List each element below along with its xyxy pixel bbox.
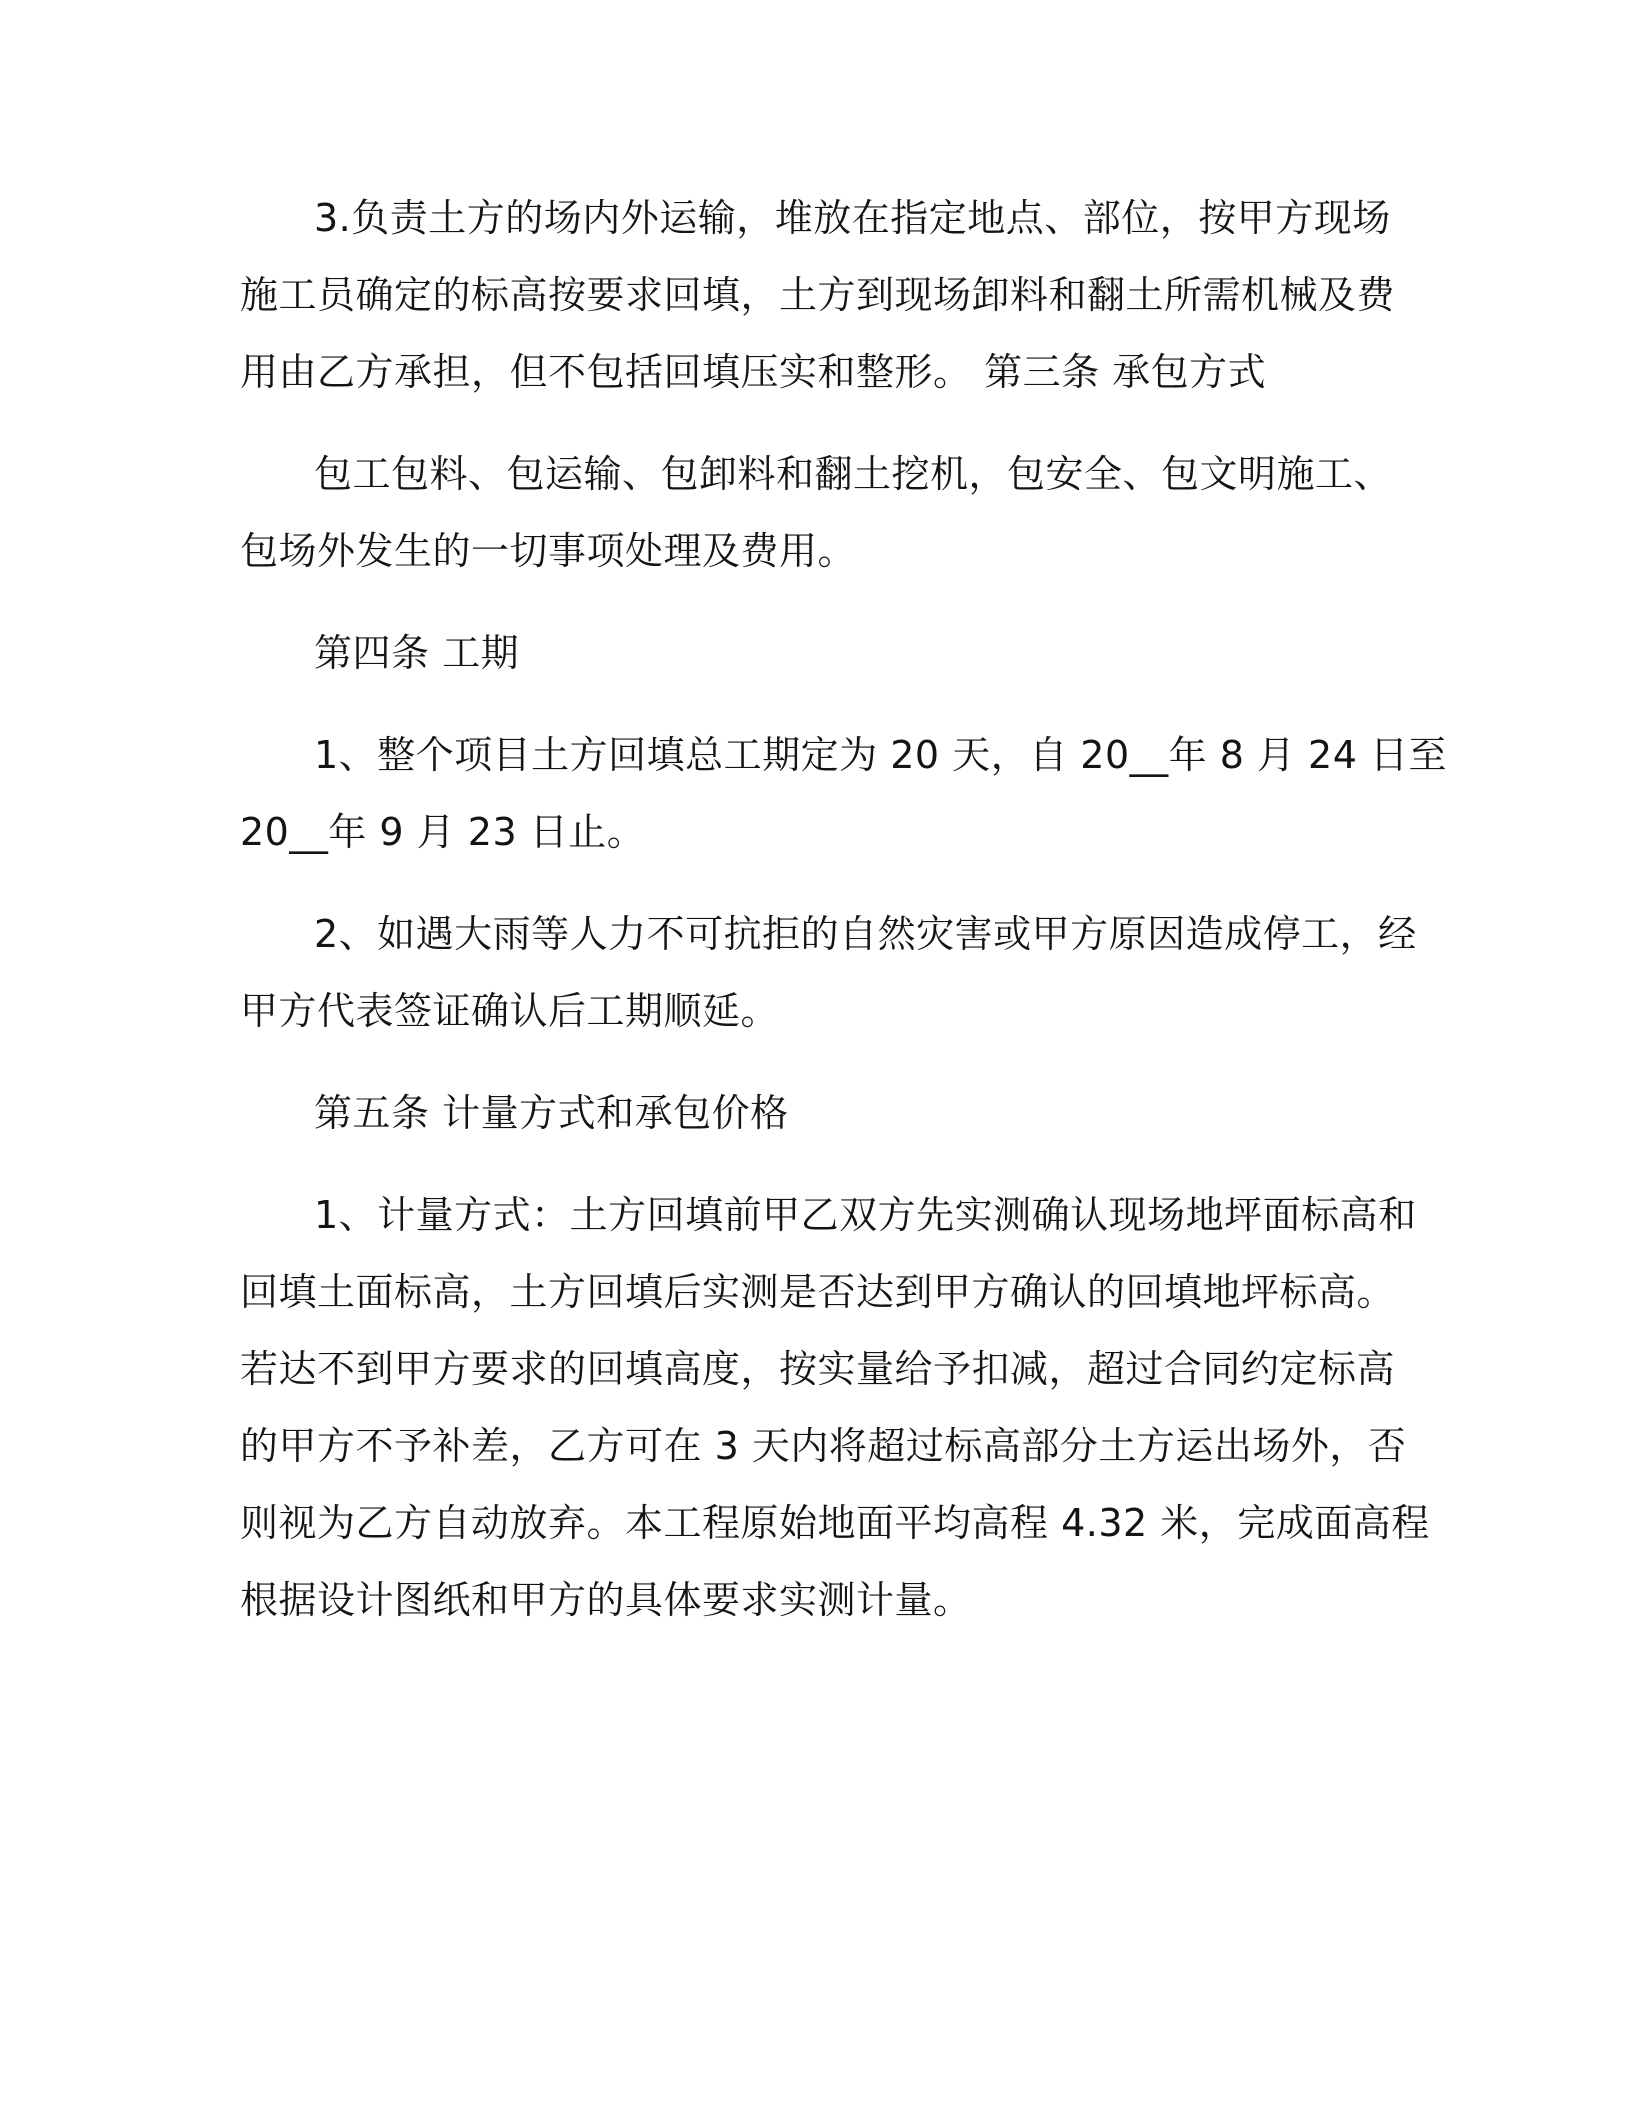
paragraph-measurement-line-1: 1、计量方式：土方回填前甲乙双方先实测确认现场地坪面标高和: [314, 1193, 1417, 1237]
paragraph-contract-mode-line-1: 包工包料、包运输、包卸料和翻土挖机，包安全、包文明施工、: [314, 452, 1393, 496]
paragraph-clause-3-line-3: 用由乙方承担，但不包括回填压实和整形。 第三条 承包方式: [240, 350, 1267, 394]
paragraph-contract-mode-line-2: 包场外发生的一切事项处理及费用。: [240, 529, 857, 573]
paragraph-measurement-line-6: 根据设计图纸和甲方的具体要求实测计量。: [240, 1578, 972, 1622]
paragraph-clause-3-line-2: 施工员确定的标高按要求回填，土方到现场卸料和翻土所需机械及费: [240, 273, 1396, 317]
paragraph-measurement-line-5: 则视为乙方自动放弃。本工程原始地面平均高程 4.32 米，完成面高程: [240, 1501, 1430, 1545]
paragraph-measurement-line-3: 若达不到甲方要求的回填高度，按实量给予扣减，超过合同约定标高: [240, 1347, 1396, 1391]
paragraph-duration-line-2: 20__年 9 月 23 日止。: [240, 810, 646, 854]
paragraph-measurement-line-4: 的甲方不予补差，乙方可在 3 天内将超过标高部分土方运出场外，否: [240, 1424, 1407, 1468]
paragraph-measurement-line-2: 回填土面标高，土方回填后实测是否达到甲方确认的回填地坪标高。: [240, 1270, 1396, 1314]
heading-article-4: 第四条 工期: [314, 631, 520, 675]
heading-article-5: 第五条 计量方式和承包价格: [314, 1091, 789, 1135]
paragraph-duration-line-1: 1、整个项目土方回填总工期定为 20 天，自 20__年 8 月 24 日至: [314, 733, 1447, 777]
paragraph-clause-3-line-1: 3.负责土方的场内外运输，堆放在指定地点、部位，按甲方现场: [314, 196, 1391, 240]
paragraph-delay-line-1: 2、如遇大雨等人力不可抗拒的自然灾害或甲方原因造成停工，经: [314, 912, 1417, 956]
paragraph-delay-line-2: 甲方代表签证确认后工期顺延。: [240, 989, 780, 1033]
